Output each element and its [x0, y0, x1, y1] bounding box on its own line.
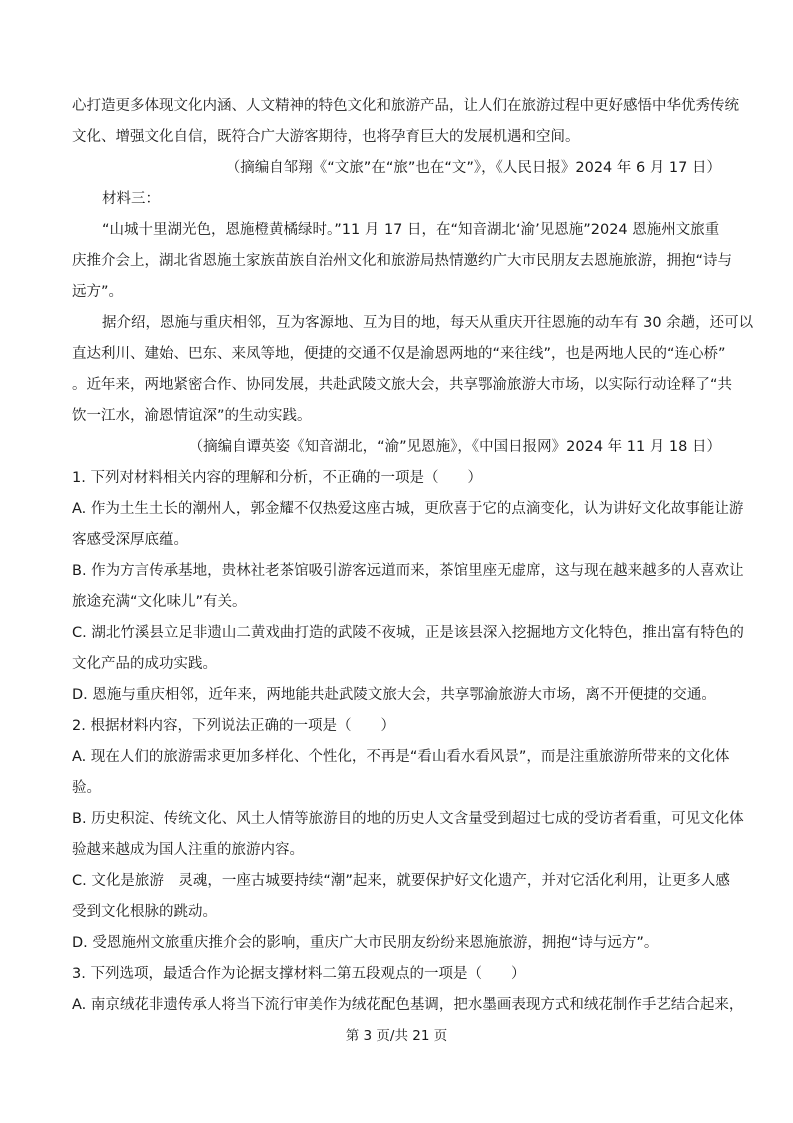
answer-option: D. 受恩施州文旅重庆推介会的影响，重庆广大市民朋友纷纷来恩施旅游，拥抱“诗与远方”。 — [72, 935, 659, 951]
body-text-line: 文化、增强文化自信，既符合广大游客期待，也将孕育巨大的发展机遇和空间。 — [72, 129, 580, 145]
answer-option: D. 恩施与重庆相邻，近年来，两地能共赴武陵文旅大会，共享鄂渝旅游大市场，离不开便捷的交通。 — [72, 687, 716, 703]
body-text-line: 。近年来，两地紧密合作、协同发展，共赴武陵文旅大会，共享鄂渝旅游大市场，以实际行动诠释了“共 — [72, 377, 733, 393]
answer-option: 文化产品的成功实践。 — [72, 656, 217, 672]
question-stem: 1. 下列对材料相关内容的理解和分析，不正确的一项是（ ） — [72, 470, 482, 486]
answer-option: A. 现在人们的旅游需求更加多样化、个性化，不再是“看山看水看风景”，而是注重旅游所带来的文化体 — [72, 749, 730, 765]
answer-option: 客感受深厚底蕴。 — [72, 532, 188, 548]
answer-option: B. 历史积淀、传统文化、风土人情等旅游目的地的历史人文含量受到超过七成的受访者看重，可见文化体 — [72, 811, 744, 827]
section-heading: 材料三： — [102, 191, 160, 207]
question-stem: 3. 下列选项，最适合作为论据支撑材料二第五段观点的一项是（ ） — [72, 966, 526, 982]
answer-option: A. 南京绒花非遗传承人将当下流行审美作为绒花配色基调，把水墨画表现方式和绒花制作手艺结合起来， — [72, 997, 744, 1013]
source-citation: （摘编自邹翔《“文旅”在“旅”也在“文”》，《人民日报》2024 年 6 月 17 日） — [225, 160, 721, 176]
answer-option: B. 作为方言传承基地，贵林社老茶馆吸引游客远道而来，茶馆里座无虚席，这与现在越来越多的人喜欢让 — [72, 563, 744, 579]
page-footer: 第 3 页/共 21 页 — [345, 1028, 448, 1044]
answer-option: 旅途充满“文化味儿”有关。 — [72, 594, 247, 610]
body-text-line: 据介绍，恩施与重庆相邻，互为客源地、互为目的地，每天从重庆开往恩施的动车有 30 余趟，还可以 — [102, 315, 754, 331]
body-text-line: “山城十里湖光色，恩施橙黄橘绿时。”11 月 17 日，在“知音湖北‘渝’见恩施”2024 恩施州文旅重 — [102, 222, 720, 238]
body-text-line: 心打造更多体现文化内涵、人文精神的特色文化和旅游产品，让人们在旅游过程中更好感悟中华优秀传统 — [72, 98, 739, 114]
question-stem: 2. 根据材料内容，下列说法正确的一项是（ ） — [72, 718, 395, 734]
body-text-line: 庆推介会上，湖北省恩施土家族苗族自治州文化和旅游局热情邀约广大市民朋友去恩施旅游，拥抱“诗与 — [72, 253, 733, 269]
answer-option: 验。 — [72, 780, 101, 796]
answer-option: A. 作为土生土长的潮州人，郭金耀不仅热爱这座古城，更欣喜于它的点滴变化，认为讲好文化故事能让游 — [72, 501, 744, 517]
answer-option: 验越来越成为国人注重的旅游内容。 — [72, 842, 304, 858]
answer-option: C. 湖北竹溪县立足非遗山二黄戏曲打造的武陵不夜城，正是该县深入挖掘地方文化特色，推出富有特色的 — [72, 625, 744, 641]
body-text-line: 饮一江水，渝恩情谊深”的生动实践。 — [72, 408, 312, 424]
answer-option: C. 文化是旅游 灵魂，一座古城要持续“潮”起来，就要保护好文化遗产，并对它活化利用，让更多人感 — [72, 873, 730, 889]
body-text-line: 远方”。 — [72, 284, 124, 300]
answer-option: 受到文化根脉的跳动。 — [72, 904, 217, 920]
body-text-line: 直达利川、建始、巴东、来凤等地，便捷的交通不仅是渝恩两地的“来往线”，也是两地人民的“连心桥” — [72, 346, 726, 362]
source-citation: （摘编自谭英姿《知音湖北，“渝”见恩施》，《中国日报网》2024 年 11 月 18 日） — [188, 439, 721, 455]
